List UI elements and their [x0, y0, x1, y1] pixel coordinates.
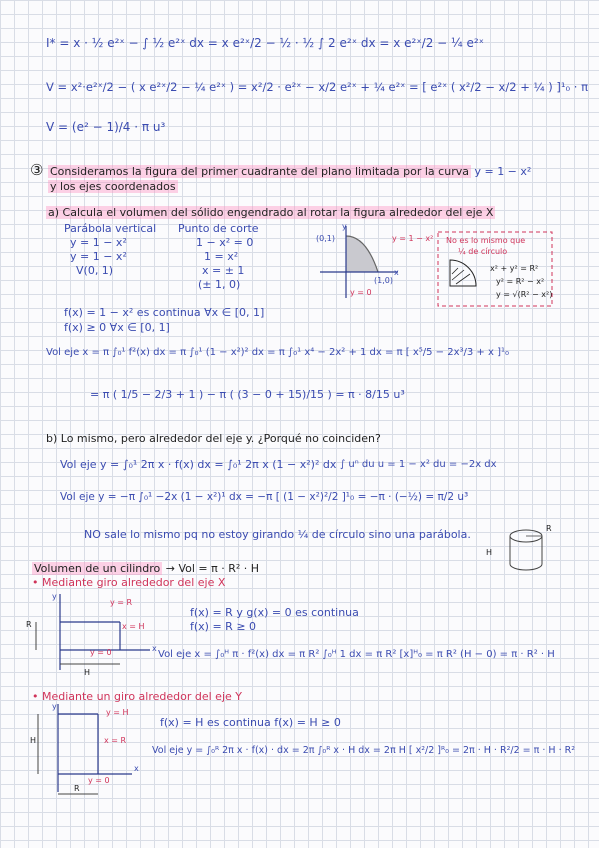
axis-label: y = 0 [350, 288, 372, 297]
point-0-1: (0,1) [316, 234, 335, 243]
section-y-volume: Vol eje y = ∫₀ᴿ 2π x · f(x) · dx = 2π ∫₀ᴿ x · H dx = 2π H [ x²/2 ]ᴿ₀ = 2π · H · R²/2 = π · H · R² [152, 745, 576, 756]
statement-curve: y = 1 − x² [474, 165, 532, 178]
rect-graph-x [26, 590, 166, 680]
curve-label: y = 1 − x² [392, 234, 434, 243]
cylinder-title [32, 562, 259, 576]
continuity-2: f(x) ≥ 0 ∀x ∈ [0, 1] [64, 321, 170, 334]
shaded-region [346, 236, 378, 272]
substitution-note: ∫ uⁿ du u = 1 − x² du = −2x dx [340, 459, 497, 470]
ry-r: R [74, 784, 80, 793]
quarter-circle [450, 260, 476, 286]
note-line-2: ¼ de círculo [458, 247, 508, 256]
ry-x: x [134, 764, 139, 773]
point-1-0: (1,0) [374, 276, 393, 285]
rx-r: R [26, 620, 32, 629]
exercise-number: ③ [30, 161, 44, 179]
volume-x-1: Vol eje x = π ∫₀¹ f²(x) dx = π ∫₀¹ (1 − x²)² dx = π ∫₀¹ x⁴ − 2x² + 1 dx = π [ x⁵/5 − 2x³/3 + x ]¹₀ [46, 347, 509, 358]
corte-line-1: 1 − x² = 0 [196, 236, 254, 249]
rx-x: x [152, 644, 157, 653]
cylinder-formula: → Vol = π · R² · H [165, 562, 260, 575]
graph-y-label: y [342, 222, 347, 231]
rx-xH: x = H [122, 622, 145, 631]
section-y-continuity: f(x) = H es continua f(x) = H ≥ 0 [160, 716, 341, 729]
parabola-line-3: V(0, 1) [76, 264, 114, 277]
corte-line-2: 1 = x² [204, 250, 239, 263]
corte-line-3: x = ± 1 [202, 264, 245, 277]
cylinder-title-text: Volumen de un cilindro [34, 562, 161, 575]
part-b: b) Lo mismo, pero alrededor del eje y. ¿Porqué no coinciden? [46, 432, 381, 445]
parabola-line-1: y = 1 − x² [70, 236, 127, 249]
rx-y: y [52, 592, 57, 601]
corte-line-4: (± 1, 0) [198, 278, 241, 291]
section-x-volume: Vol eje x = ∫₀ᴴ π · f²(x) dx = π R² ∫₀ᴴ 1 dx = π R² [x]ᴴ₀ = π R² (H − 0) = π · R² · H [158, 649, 555, 660]
ry-xR: x = R [104, 736, 127, 745]
graph-x-label: x [394, 268, 399, 277]
rect-graph-y [28, 702, 148, 802]
ry-y: y [52, 702, 57, 711]
part-a [46, 206, 495, 220]
volume-y-1: Vol eje y = ∫₀¹ 2π x · f(x) dx = ∫₀¹ 2π x (1 − x²)² dx [60, 458, 337, 471]
conclusion: NO sale lo mismo pq no estoy girando ¼ de círculo sino una parábola. [84, 528, 471, 541]
corte-title: Punto de corte [178, 222, 259, 235]
cylinder-h: H [486, 548, 493, 557]
note-line-1: No es lo mismo que [446, 236, 526, 245]
derivation-line-2: V = x²·e²ˣ/2 − ( x e²ˣ/2 − ¼ e²ˣ ) = x²/2 · e²ˣ − x/2 e²ˣ + ¼ e²ˣ = [ e²ˣ ( x²/2 − x/2 + ¼ ) ]¹₀ · π [46, 80, 589, 94]
parabola-title: Parábola vertical [64, 222, 157, 235]
derivation-line-3: V = (e² − 1)/4 · π u³ [46, 120, 166, 134]
section-y-title: • Mediante un giro alrededor del eje Y [32, 690, 242, 703]
ry-yH: y = H [106, 708, 129, 717]
note-eq-3: y = √(R² − x²) [496, 290, 553, 299]
rx-yR: y = R [110, 598, 133, 607]
parabola-line-2: y = 1 − x² [70, 250, 127, 263]
rx-h: H [84, 668, 91, 677]
section-x-positive: f(x) = R ≥ 0 [190, 620, 257, 633]
part-a-text: a) Calcula el volumen del sólido engendrado al rotar la figura alrededor del eje X [48, 206, 494, 219]
volume-y-2: Vol eje y = −π ∫₀¹ −2x (1 − x²)¹ dx = −π [ (1 − x²)²/2 ]¹₀ = −π · (−½) = π/2 u³ [60, 491, 469, 503]
derivation-line-1: I* = x · ½ e²ˣ − ∫ ½ e²ˣ dx = x e²ˣ/2 − ½ · ½ ∫ 2 e²ˣ dx = x e²ˣ/2 − ¼ e²ˣ [46, 36, 484, 50]
ry-h: H [30, 736, 37, 745]
rx-y0: y = 0 [90, 648, 112, 657]
exercise-statement-2 [48, 180, 178, 194]
section-x-title: • Mediante giro alrededor del eje X [32, 576, 226, 589]
statement-text: Consideramos la figura del primer cuadrante del plano limitada por la curva [50, 165, 469, 178]
cylinder-r: R [546, 524, 552, 533]
section-x-continuity: f(x) = R y g(x) = 0 es continua [190, 606, 359, 619]
statement-text-2: y los ejes coordenados [50, 180, 176, 193]
continuity-1: f(x) = 1 − x² es continua ∀x ∈ [0, 1] [64, 306, 265, 319]
volume-x-2: = π ( 1/5 − 2/3 + 1 ) − π ( (3 − 0 + 15)/15 ) = π · 8/15 u³ [90, 388, 405, 401]
note-eq-2: y² = R² − x² [496, 277, 545, 286]
ry-y0: y = 0 [88, 776, 110, 785]
exercise-statement-1 [48, 165, 531, 179]
note-eq-1: x² + y² = R² [490, 264, 539, 273]
